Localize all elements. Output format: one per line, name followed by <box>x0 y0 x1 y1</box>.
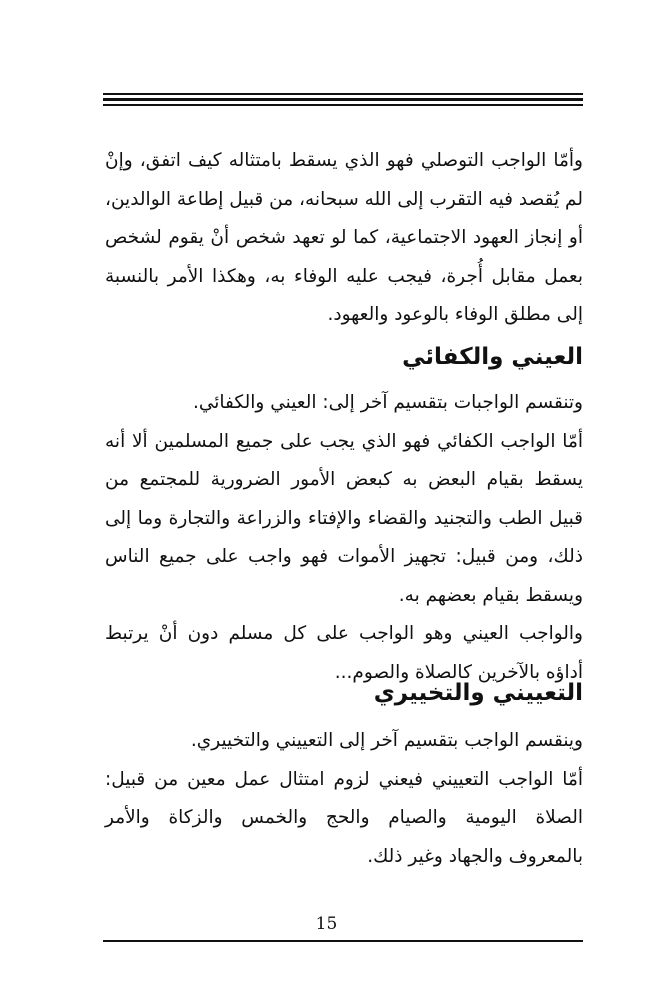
header-rule <box>103 93 583 106</box>
header-rule-line-1 <box>103 93 583 95</box>
section-ayni-kifai-body <box>105 384 583 692</box>
section-tayini-takhyiri-body <box>105 722 583 876</box>
heading-ayni-kifai: العيني والكفائي <box>402 344 583 370</box>
footer-rule <box>103 940 583 942</box>
page-number: 15 <box>315 914 338 934</box>
paragraph-tayini: أمّا الواجب التعييني فيعني لزوم امتثال عمل معين من قبيل: الصلاة اليومية والصيام والحج والخمس والزكاة والأمر بالمعروف والجهاد وغير ذلك. <box>105 768 583 867</box>
section-ayni-kifai <box>105 338 583 376</box>
heading-tayini-takhyiri: التعييني والتخييري <box>373 680 583 706</box>
header-rule-line-3 <box>103 104 583 106</box>
paragraph-tawassuli: وأمّا الواجب التوصلي فهو الذي يسقط بامتثاله كيف اتفق، وإنْ لم يُقصد فيه التقرب إلى الله سبحانه، من قبيل إطاعة الوالدين، أو إنجاز العهود الاجتماعية، كما لو تعهد شخص أنْ يقوم لشخص بعمل مقابل أُجرة، فيجب عليه الوفاء به، وهكذا الأمر بالنسبة إلى مطلق الوفاء بالوعود والعهود. <box>105 150 583 325</box>
paragraph-ayni: والواجب العيني وهو الواجب على كل مسلم دون أنْ يرتبط أداؤه بالآخرين كالصلاة والصوم... <box>105 623 583 683</box>
paragraph-kifai: أمّا الواجب الكفائي فهو الذي يجب على جميع المسلمين ألا أنه يسقط بقيام البعض به كبعض الأمور الضرورية للمجتمع من قبيل الطب والتجنيد والقضاء والإفتاء والزراعة والتجارة وما إلى ذلك، ومن قبيل: تجهيز الأموات فهو واجب على جميع الناس ويسقط بقيام بعضهم به. <box>105 430 583 606</box>
section-tayini-takhyiri <box>105 674 583 712</box>
paragraph-division-tayini-takhyiri: وينقسم الواجب بتقسيم آخر إلى التعييني والتخييري. <box>190 730 583 751</box>
header-rule-line-2 <box>103 98 583 101</box>
paragraph-division-ayni-kifai: وتنقسم الواجبات بتقسيم آخر إلى: العيني والكفائي. <box>192 392 583 413</box>
section-tawassuli <box>105 142 583 335</box>
